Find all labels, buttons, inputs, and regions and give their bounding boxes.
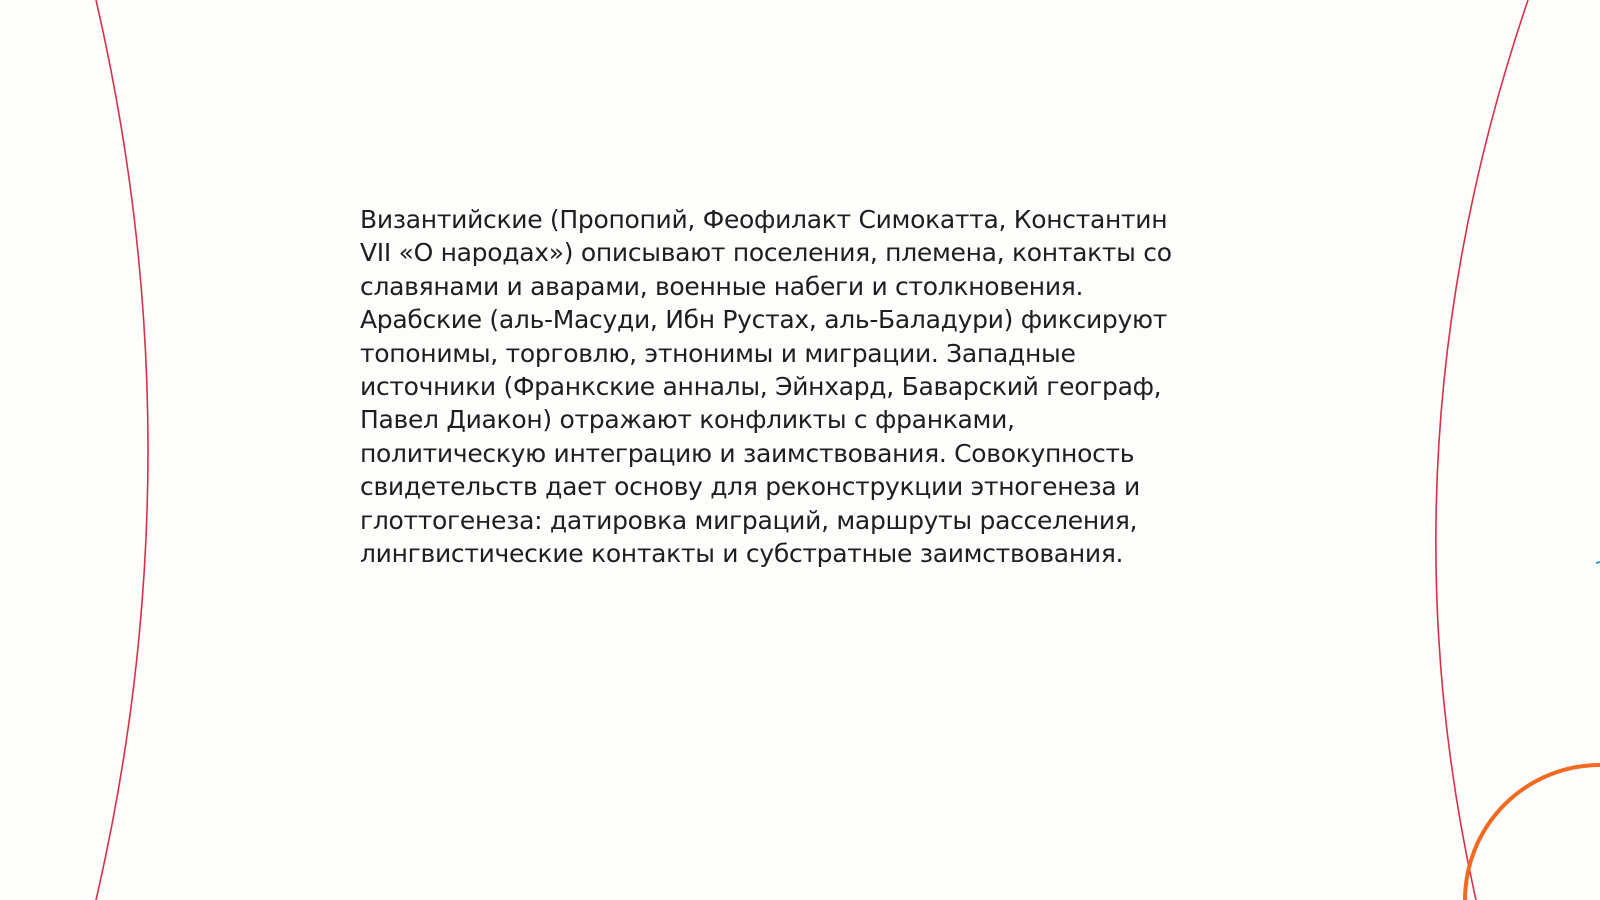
text-line: политическую интеграцию и заимствования. Совокупность: [360, 438, 1135, 468]
text-line: топонимы, торговлю, этнонимы и миграции. Западные: [360, 338, 1076, 368]
text-line: источники (Франкские анналы, Эйнхард, Баварский географ,: [360, 372, 1162, 402]
text-line: свидетельств дает основу для реконструкции этногенеза и: [360, 472, 1140, 502]
text-line: глоттогенеза: датировка миграций, маршруты расселения,: [360, 505, 1138, 535]
right-arc: [1436, 0, 1528, 900]
body-paragraph: [360, 203, 1240, 570]
left-arc: [96, 0, 148, 900]
text-line: VII «О народах») описывают поселения, племена, контакты со: [360, 238, 1172, 268]
blue-accent-mark: [1596, 562, 1600, 563]
text-line: Арабские (аль-Масуди, Ибн Рустах, аль-Баладури) фиксируют: [360, 305, 1167, 335]
orange-circle: [1465, 765, 1600, 900]
text-line: лингвистические контакты и субстратные заимствования.: [360, 539, 1124, 569]
text-line: Павел Диакон) отражают конфликты с франками,: [360, 405, 1015, 435]
text-line: Византийские (Пропопий, Феофилакт Симокатта, Константин: [360, 205, 1168, 234]
text-line: славянами и аварами, военные набеги и столкновения.: [360, 271, 1084, 301]
